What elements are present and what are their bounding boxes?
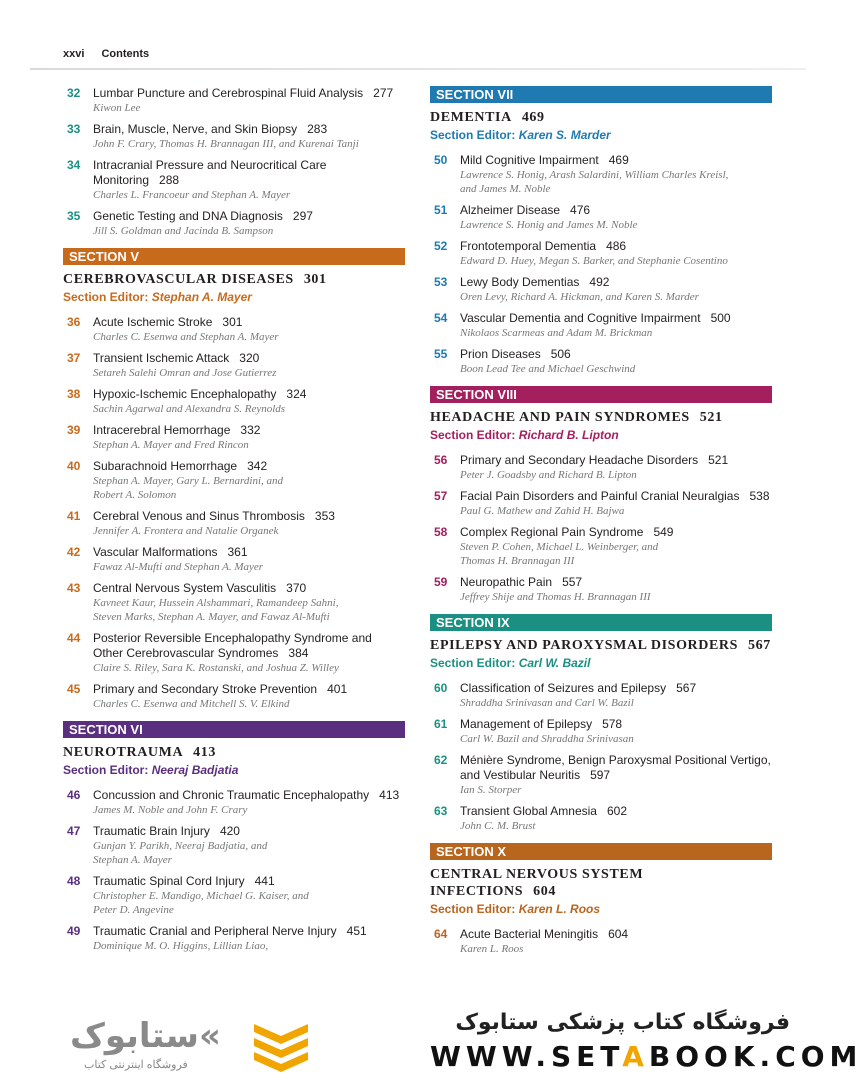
section-title[interactable]: NEUROTRAUMA 413: [63, 745, 216, 760]
section-label-bar: SECTION VI: [63, 721, 405, 738]
chapter-authors: Edward D. Huey, Megan S. Barker, and Stephanie Cosentino: [460, 255, 728, 267]
chapter-50[interactable]: [430, 153, 772, 196]
chapter-33[interactable]: [63, 122, 405, 151]
chapter-page: 301: [222, 315, 243, 329]
chapter-54[interactable]: [430, 311, 772, 340]
chapter-number: 59: [434, 575, 448, 589]
chapter-authors: Sachin Agarwal and Alexandra S. Reynolds: [93, 403, 286, 415]
chapter-title: Frontotemporal Dementia 486: [460, 239, 627, 253]
chapter-title: Cerebral Venous and Sinus Thrombosis 353: [93, 509, 335, 523]
chapter-page: 597: [590, 768, 611, 782]
chapter-title: Lumbar Puncture and Cerebrospinal Fluid Analysis 277: [93, 86, 394, 100]
chapter-authors: Stephan A. Mayer and Fred Rincon: [93, 439, 249, 451]
chapter-authors: Karen L. Roos: [460, 943, 524, 955]
chapter-page: 451: [346, 924, 367, 938]
chapter-56[interactable]: [430, 453, 772, 482]
chapter-title: Prion Diseases 506: [460, 347, 571, 361]
page-header: [63, 48, 149, 60]
chapter-page: 332: [240, 423, 261, 437]
chapter-41[interactable]: [63, 509, 405, 538]
section-title[interactable]: HEADACHE AND PAIN SYNDROMES 521: [430, 410, 723, 425]
chapter-number: 40: [67, 459, 81, 473]
section-title[interactable]: DEMENTIA 469: [430, 110, 545, 125]
header-rule: [30, 68, 806, 70]
bottom-fade: [0, 968, 836, 998]
chapter-authors: Setareh Salehi Omran and Jose Gutierrez: [93, 367, 277, 379]
chapter-48[interactable]: [63, 874, 405, 917]
chapter-authors: Carl W. Bazil and Shraddha Srinivasan: [460, 733, 634, 745]
section-editor: Section Editor: Carl W. Bazil: [430, 656, 591, 670]
chapter-authors: Lawrence S. Honig, Arash Salardini, William Charles Kreisl,: [460, 169, 729, 181]
chapter-page: 384: [288, 646, 309, 660]
chapter-49[interactable]: [63, 924, 405, 953]
chapter-title: Management of Epilepsy 578: [460, 717, 623, 731]
chapter-34[interactable]: [63, 158, 405, 202]
chapter-number: 61: [434, 717, 448, 731]
store-url[interactable]: WWW.SETABOOK.COM: [430, 1040, 862, 1073]
chapter-number: 53: [434, 275, 448, 289]
chapter-authors: Peter D. Angevine: [93, 904, 174, 916]
section-4-continued: [63, 86, 405, 238]
chapter-number: 49: [67, 924, 81, 938]
chapter-52[interactable]: [430, 239, 772, 268]
chapter-number: 55: [434, 347, 448, 361]
chapter-title: Traumatic Brain Injury 420: [93, 824, 240, 838]
chapter-36[interactable]: [63, 315, 405, 344]
chapter-title: Posterior Reversible Encephalopathy Syndrome and Other Cerebrovascular Syndromes 384: [93, 631, 372, 660]
chapter-57[interactable]: [430, 489, 772, 518]
chapter-44[interactable]: [63, 631, 405, 675]
section-title[interactable]: EPILEPSY AND PAROXYSMAL DISORDERS 567: [430, 638, 771, 653]
chapter-page: 320: [239, 351, 260, 365]
chapter-number: 45: [67, 682, 81, 696]
chapter-page: 283: [307, 122, 328, 136]
chapter-authors: Charles C. Esenwa and Mitchell S. V. Elkind: [93, 698, 290, 710]
chapter-39[interactable]: [63, 423, 405, 452]
chapter-page: 297: [292, 209, 313, 223]
chapter-authors: Kiwon Lee: [93, 102, 141, 114]
book-stack-icon: [250, 1016, 312, 1072]
logo-wordmark: ستابوک«: [70, 1016, 221, 1056]
chapter-authors: Thomas H. Brannagan III: [460, 555, 575, 567]
chapter-authors: Lawrence S. Honig and James M. Noble: [460, 219, 638, 231]
chapter-number: 52: [434, 239, 448, 253]
right-column: [430, 86, 772, 966]
chapter-page: 441: [254, 874, 275, 888]
chapter-page: 549: [653, 525, 674, 539]
section-9: [430, 614, 772, 833]
section-page: 413: [193, 745, 216, 760]
section-label-bar: SECTION VII: [430, 86, 772, 103]
chapter-number: 57: [434, 489, 448, 503]
running-title: Contents: [101, 48, 150, 60]
chapter-page: 370: [286, 581, 307, 595]
chapter-authors: John C. M. Brust: [460, 820, 536, 832]
section-editor: Section Editor: Richard B. Lipton: [430, 428, 619, 442]
chapter-page: 324: [286, 387, 307, 401]
chapter-authors: Ian S. Storper: [460, 784, 522, 796]
chapter-page: 469: [608, 153, 629, 167]
section-label-bar: SECTION IX: [430, 614, 772, 631]
chapter-number: 39: [67, 423, 81, 437]
chapter-page: 557: [562, 575, 583, 589]
section-editor: Section Editor: Stephan A. Mayer: [63, 290, 252, 304]
chapter-60[interactable]: [430, 681, 772, 710]
chapter-page: 288: [159, 173, 180, 187]
chapter-number: 60: [434, 681, 448, 695]
chapter-title: Concussion and Chronic Traumatic Encephalopathy 413: [93, 788, 400, 802]
chapter-58[interactable]: [430, 525, 772, 568]
chapter-number: 38: [67, 387, 81, 401]
chapter-64[interactable]: [430, 927, 772, 956]
chapter-authors: Jennifer A. Frontera and Natalie Organek: [93, 525, 279, 537]
chapter-page: 361: [227, 545, 248, 559]
chapter-page: 486: [606, 239, 627, 253]
chapter-authors: and James M. Noble: [460, 183, 551, 195]
chapter-47[interactable]: [63, 824, 405, 867]
section-label-bar: SECTION X: [430, 843, 772, 860]
chapter-authors: Steven Marks, Stephan A. Mayer, and Fawaz Al-Mufti: [93, 611, 330, 623]
section-page: 567: [748, 638, 771, 653]
chapter-43[interactable]: [63, 581, 405, 624]
section-10: [430, 843, 772, 956]
chapter-page: 277: [373, 86, 394, 100]
chapter-40[interactable]: [63, 459, 405, 502]
chapter-page: 500: [710, 311, 731, 325]
chapter-number: 47: [67, 824, 81, 838]
section-title[interactable]: CEREBROVASCULAR DISEASES 301: [63, 272, 327, 287]
section-8: [430, 386, 772, 604]
chapter-title: Subarachnoid Hemorrhage 342: [93, 459, 268, 473]
chapter-page: 342: [247, 459, 268, 473]
section-7: [430, 86, 772, 376]
chapter-authors: James M. Noble and John F. Crary: [93, 804, 248, 816]
chapter-number: 33: [67, 122, 81, 136]
chapter-38[interactable]: [63, 387, 405, 416]
chapter-title: Genetic Testing and DNA Diagnosis 297: [93, 209, 313, 223]
chapter-number: 64: [434, 927, 448, 941]
chapter-number: 41: [67, 509, 81, 523]
section-editor: Section Editor: Karen L. Roos: [430, 902, 601, 916]
chapter-page: 476: [570, 203, 591, 217]
chapter-page: 567: [676, 681, 697, 695]
chapter-title: Primary and Secondary Stroke Prevention 401: [93, 682, 348, 696]
chapter-number: 44: [67, 631, 81, 645]
chapter-51[interactable]: [430, 203, 772, 232]
chapter-number: 56: [434, 453, 448, 467]
section-page: 604: [533, 884, 556, 899]
chapter-title: Vascular Malformations 361: [93, 545, 248, 559]
chapter-page: 420: [219, 824, 240, 838]
chapter-number: 36: [67, 315, 81, 329]
chapter-title: Neuropathic Pain 557: [460, 575, 583, 589]
chapter-authors: Oren Levy, Richard A. Hickman, and Karen S. Marder: [460, 291, 699, 303]
chapter-authors: Robert A. Solomon: [93, 489, 177, 501]
chapter-title: Acute Ischemic Stroke 301: [93, 315, 243, 329]
chapter-61[interactable]: [430, 717, 772, 746]
chapter-title: Acute Bacterial Meningitis 604: [460, 927, 629, 941]
chapter-authors: Boon Lead Tee and Michael Geschwind: [460, 363, 636, 375]
left-column: [63, 86, 405, 960]
chapter-authors: Peter J. Goadsby and Richard B. Lipton: [460, 469, 637, 481]
chapter-authors: Claire S. Riley, Sara K. Rostanski, and Joshua Z. Willey: [93, 662, 339, 674]
chapter-authors: Stephan A. Mayer, Gary L. Bernardini, and: [93, 475, 284, 487]
store-logo[interactable]: [70, 1014, 252, 1074]
chapter-title: Central Nervous System Vasculitis 370: [93, 581, 307, 595]
section-5: [63, 248, 405, 711]
chapter-page: 401: [327, 682, 348, 696]
chapter-number: 58: [434, 525, 448, 539]
chapter-title: Vascular Dementia and Cognitive Impairment 500: [460, 311, 731, 325]
chapter-title: Primary and Secondary Headache Disorders 521: [460, 453, 729, 467]
chapter-authors: Christopher E. Mandigo, Michael G. Kaiser, and: [93, 890, 309, 902]
chapter-59[interactable]: [430, 575, 772, 604]
chapter-title: Traumatic Cranial and Peripheral Nerve Injury 451: [93, 924, 367, 938]
store-name: فروشگاه کتاب پزشکی ستابوک: [455, 1010, 790, 1035]
section-page: 301: [303, 272, 327, 287]
chapter-42[interactable]: [63, 545, 405, 574]
chapter-authors: Nikolaos Scarmeas and Adam M. Brickman: [460, 327, 653, 339]
chapter-title: Hypoxic-Ischemic Encephalopathy 324: [93, 387, 307, 401]
chapter-53[interactable]: [430, 275, 772, 304]
chapter-32[interactable]: [63, 86, 405, 115]
section-6: [63, 721, 405, 953]
chapter-title: Mild Cognitive Impairment 469: [460, 153, 629, 167]
chapter-title: Transient Global Amnesia 602: [460, 804, 627, 818]
chapter-title: Complex Regional Pain Syndrome 549: [460, 525, 674, 539]
chapter-46[interactable]: [63, 788, 405, 817]
chapter-page: 353: [314, 509, 335, 523]
chapter-number: 34: [67, 158, 81, 172]
chapter-authors: John F. Crary, Thomas H. Brannagan III, and Kurenai Tanji: [93, 138, 359, 150]
chapter-page: 578: [602, 717, 623, 731]
chapter-number: 54: [434, 311, 448, 325]
chapter-37[interactable]: [63, 351, 405, 380]
chapter-number: 48: [67, 874, 81, 888]
chapter-number: 50: [434, 153, 448, 167]
chapter-page: 538: [749, 489, 770, 503]
section-editor: Section Editor: Neeraj Badjatia: [63, 763, 239, 777]
chapter-authors: Steven P. Cohen, Michael L. Weinberger, and: [460, 541, 659, 553]
chapter-55[interactable]: [430, 347, 772, 376]
chapter-page: 602: [606, 804, 627, 818]
chapter-page: 521: [708, 453, 729, 467]
chapter-title: Lewy Body Dementias 492: [460, 275, 610, 289]
chapter-title: Intracerebral Hemorrhage 332: [93, 423, 261, 437]
section-page: 521: [699, 410, 723, 425]
chapter-page: 413: [379, 788, 400, 802]
chapter-title: Traumatic Spinal Cord Injury 441: [93, 874, 275, 888]
chapter-authors: Charles C. Esenwa and Stephan A. Mayer: [93, 331, 279, 343]
section-title[interactable]: CENTRAL NERVOUS SYSTEM INFECTIONS 604: [430, 867, 644, 899]
chapter-number: 32: [67, 86, 81, 100]
chapter-number: 51: [434, 203, 448, 217]
chapter-63[interactable]: [430, 804, 772, 833]
chapter-title: Facial Pain Disorders and Painful Cranial Neuralgias 538: [460, 489, 770, 503]
chapter-number: 35: [67, 209, 81, 223]
chapter-number: 42: [67, 545, 81, 559]
section-editor: Section Editor: Karen S. Marder: [430, 128, 611, 142]
chapter-number: 43: [67, 581, 81, 595]
chapter-authors: Gunjan Y. Parikh, Neeraj Badjatia, and: [93, 840, 268, 852]
chapter-35[interactable]: [63, 209, 405, 238]
section-label-bar: SECTION V: [63, 248, 405, 265]
chapter-authors: Jill S. Goldman and Jacinda B. Sampson: [93, 225, 274, 237]
chapter-authors: Charles L. Francoeur and Stephan A. Mayer: [93, 189, 291, 201]
logo-subtitle: فروشگاه اینترنتی کتاب: [84, 1059, 188, 1071]
chapter-page: 506: [550, 347, 571, 361]
chapter-page: 492: [589, 275, 610, 289]
section-page: 469: [521, 110, 545, 125]
watermark-footer: [0, 996, 862, 1080]
chapter-number: 62: [434, 753, 448, 767]
chapter-authors: Jeffrey Shije and Thomas H. Brannagan III: [460, 591, 651, 603]
chapter-number: 46: [67, 788, 81, 802]
page-number: xxvi: [63, 48, 85, 60]
section-label-bar: SECTION VIII: [430, 386, 772, 403]
chapter-title: Ménière Syndrome, Benign Paroxysmal Positional Vertigo, and Vestibular Neuritis 597: [460, 753, 771, 782]
chapter-title: Transient Ischemic Attack 320: [93, 351, 260, 365]
chapter-number: 37: [67, 351, 81, 365]
chapter-title: Intracranial Pressure and Neurocritical Care Monitoring 288: [93, 158, 327, 187]
chapter-45[interactable]: [63, 682, 405, 711]
chapter-authors: Shraddha Srinivasan and Carl W. Bazil: [460, 697, 634, 709]
chapter-number: 63: [434, 804, 448, 818]
chapter-authors: Paul G. Mathew and Zahid H. Bajwa: [460, 505, 625, 517]
chapter-page: 604: [608, 927, 629, 941]
chapter-title: Classification of Seizures and Epilepsy 567: [460, 681, 697, 695]
chapter-title: Brain, Muscle, Nerve, and Skin Biopsy 283: [93, 122, 328, 136]
chapter-title: Alzheimer Disease 476: [460, 203, 591, 217]
chapter-authors: Fawaz Al-Mufti and Stephan A. Mayer: [93, 561, 264, 573]
chapter-authors: Stephan A. Mayer: [93, 854, 172, 866]
chapter-authors: Kavneet Kaur, Hussein Alshammari, Ramandeep Sahni,: [93, 597, 339, 609]
chapter-authors: Dominique M. O. Higgins, Lillian Liao,: [93, 940, 269, 952]
chapter-62[interactable]: [430, 753, 772, 797]
